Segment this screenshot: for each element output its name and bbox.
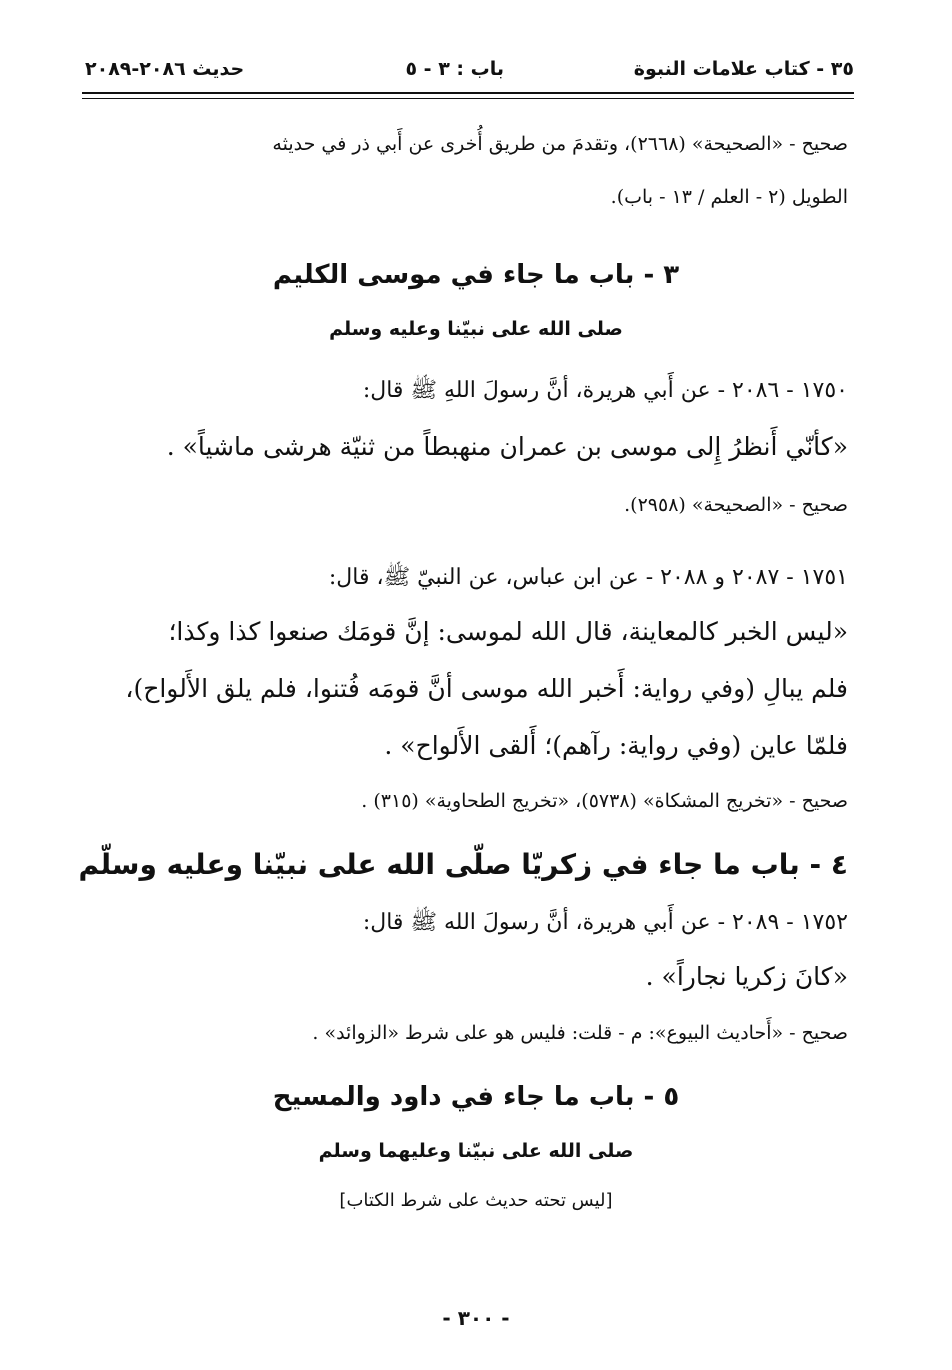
grading-line: صحيح - «الصحيحة» (٢٩٥٨).: [624, 494, 848, 516]
hadith-text: «كأنّي أَنظرُ إِلى موسى بن عمران منهبطاً من ثنيّة هرشى ماشياً» .: [166, 432, 848, 461]
chapter-title-4: ٤ - باب ما جاء في زكريّا صلّى الله على نبيّنا وعليه وسلّم: [78, 848, 848, 881]
grading-line-continued: الطويل (٢ - العلم / ١٣ - باب).: [610, 186, 848, 208]
header-chapter: باب : ٣ - ٥: [405, 58, 504, 80]
grading-line: صحيح - «تخريج المشكاة» (٥٧٣٨)، «تخريج الطحاوية» (٣١٥) .: [361, 790, 848, 812]
chapter-title-3: ٣ - باب ما جاء في موسى الكليم: [272, 260, 680, 290]
editor-note: [ليس تحته حديث على شرط الكتاب]: [339, 1190, 613, 1211]
hadith-isnad: ١٧٥٠ - ٢٠٨٦ - عن أَبي هريرة، أنَّ رسولَ اللهِ ﷺ قال:: [362, 378, 848, 403]
header-rule-thick: [82, 92, 854, 94]
header-rule-thin: [82, 98, 854, 99]
hadith-text: «كانَ زكريا نجاراً» .: [645, 962, 848, 991]
chapter-subtitle-5: صلى الله على نبيّنا وعليهما وسلم: [318, 1140, 634, 1162]
hadith-text: فلم يبالِ (وفي رواية: أَخبر الله موسى أنَّ قومَه فُتنوا، فلم يلق الأَلواح)،: [125, 674, 848, 703]
page-number: - ٣٠٠ -: [442, 1306, 510, 1330]
hadith-text: فلمّا عاين (وفي رواية: رآهم)؛ أَلقى الأَلواح» .: [384, 731, 848, 760]
header-hadith-range: حديث ٢٠٨٦-٢٠٨٩: [85, 58, 245, 80]
grading-line: صحيح - «الصحيحة» (٢٦٦٨)، وتقدمَ من طريق أُخرى عن أَبي ذر في حديثه: [272, 133, 848, 155]
hadith-isnad: ١٧٥١ - ٢٠٨٧ و ٢٠٨٨ - عن ابن عباس، عن النبيّ ﷺ، قال:: [328, 565, 848, 590]
grading-line: صحيح - «أَحاديث البيوع»: م - قلت: فليس هو على شرط «الزوائد» .: [312, 1022, 848, 1044]
running-header: [85, 58, 854, 88]
hadith-text: «ليس الخبر كالمعاينة، قال الله لموسى: إنَّ قومَك صنعوا كذا وكذا؛: [168, 617, 848, 646]
header-book-title: ٣٥ - كتاب علامات النبوة: [633, 58, 854, 80]
hadith-isnad: ١٧٥٢ - ٢٠٨٩ - عن أَبي هريرة، أنَّ رسولَ الله ﷺ قال:: [362, 910, 848, 935]
chapter-title-5: ٥ - باب ما جاء في داود والمسيح: [272, 1082, 680, 1112]
chapter-subtitle-3: صلى الله على نبيّنا وعليه وسلم: [329, 318, 623, 340]
